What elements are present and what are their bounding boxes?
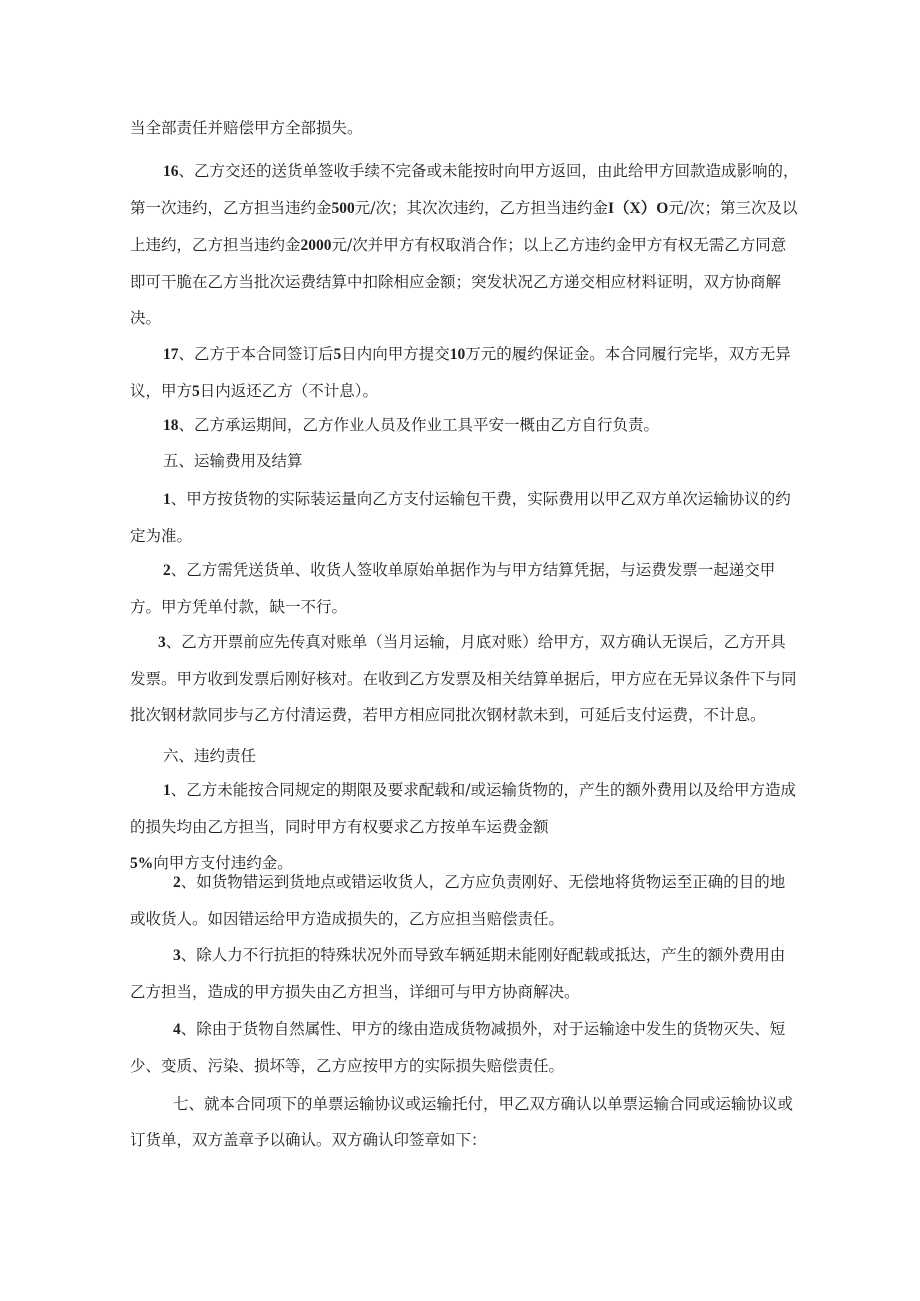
section-6-heading: 六、违约责任 xyxy=(163,747,257,765)
clause-17: 17、乙方于本合同签订后5日内向甲方提交10万元的履约保证金。本合同履行完毕，双方无异议，甲方5日内返还乙方（不计息）。 xyxy=(130,345,791,400)
clause-number: 17 xyxy=(163,346,179,363)
penalty-percentage: 5% xyxy=(130,855,154,872)
section-5-heading: 五、运输费用及结算 xyxy=(163,452,303,470)
section-6-item: 2、如货物错运到货地点或错运收货人，乙方应负责刚好、无偿地将货物运至正确的目的地或收货人。如因错运给甲方造成损失的，乙方应担当赔偿责任。 xyxy=(130,873,786,928)
section-6-item: 4、除由于货物自然属性、甲方的缘由造成货物减损外，对于运输途中发生的货物灭失、短少、变质、污染、损坏等，乙方应按甲方的实际损失赔偿责任。 xyxy=(130,1020,786,1075)
section-5-item: 1、甲方按货物的实际装运量向乙方支付运输包干费，实际费用以甲乙双方单次运输协议的约定为准。 xyxy=(130,490,791,545)
section-7-paragraph: 七、就本合同项下的单票运输协议或运输托付，甲乙双方确认以单票运输合同或运输协议或订货单，双方盖章予以确认。双方确认印签章如下： xyxy=(130,1095,794,1149)
clause-number: 16 xyxy=(163,163,179,180)
clause-16: 16、乙方交还的送货单签收手续不完备或未能按时向甲方返回，由此给甲方回款造成影响的，第一次违约，乙方担当违约金500元/次；其次次违约，乙方担当违约金I（X）O元/次；第三次及以上违约，乙方担当违约金2000元/次并甲方有权取消合作；以上乙方违约金甲方有权无需乙方同意即可干脆在乙方当批次运费结算中扣除相应金额；突发状况乙方递交相应材料证明，双方协商解决。 xyxy=(130,162,799,327)
clause-18: 18、乙方承运期间，乙方作业人员及作业工具平安一概由乙方自行负责。 xyxy=(163,416,660,434)
section-5-item: 3、乙方开票前应先传真对账单（当月运输，月底对账）给甲方，双方确认无误后，乙方开具发票。甲方收到发票后刚好核对。在收到乙方发票及相关结算单据后，甲方应在无异议条件下与同批次钢材款同步与乙方付清运费，若甲方相应同批次钢材款未到，可延后支付运费，不计息。 xyxy=(130,633,797,724)
clause-15-tail: 当全部责任并赔偿甲方全部损失。 xyxy=(130,119,363,137)
deposit-amount: 10 xyxy=(449,346,466,363)
section-5-item: 2、乙方需凭送货单、收货人签收单原始单据作为与甲方结算凭据，与运费发票一起递交甲方。甲方凭单付款，缺一不行。 xyxy=(130,561,776,616)
penalty-amount-2: I（X）O xyxy=(608,200,669,217)
section-6-item: 1、乙方未能按合同规定的期限及要求配载和/或运输货物的，产生的额外费用以及给甲方造成的损失均由乙方担当，同时甲方有权要求乙方按单车运费金额 5%向甲方支付违约金。 xyxy=(130,781,796,872)
clause-number: 18 xyxy=(163,417,179,434)
penalty-amount-1: 500 xyxy=(331,200,355,217)
penalty-amount-3: 2000 xyxy=(300,237,332,254)
section-6-item: 3、除人力不行抗拒的特殊状况外而导致车辆延期未能刚好配载或抵达，产生的额外费用由乙方担当，造成的甲方损失由乙方担当，详细可与甲方协商解决。 xyxy=(130,946,786,1001)
